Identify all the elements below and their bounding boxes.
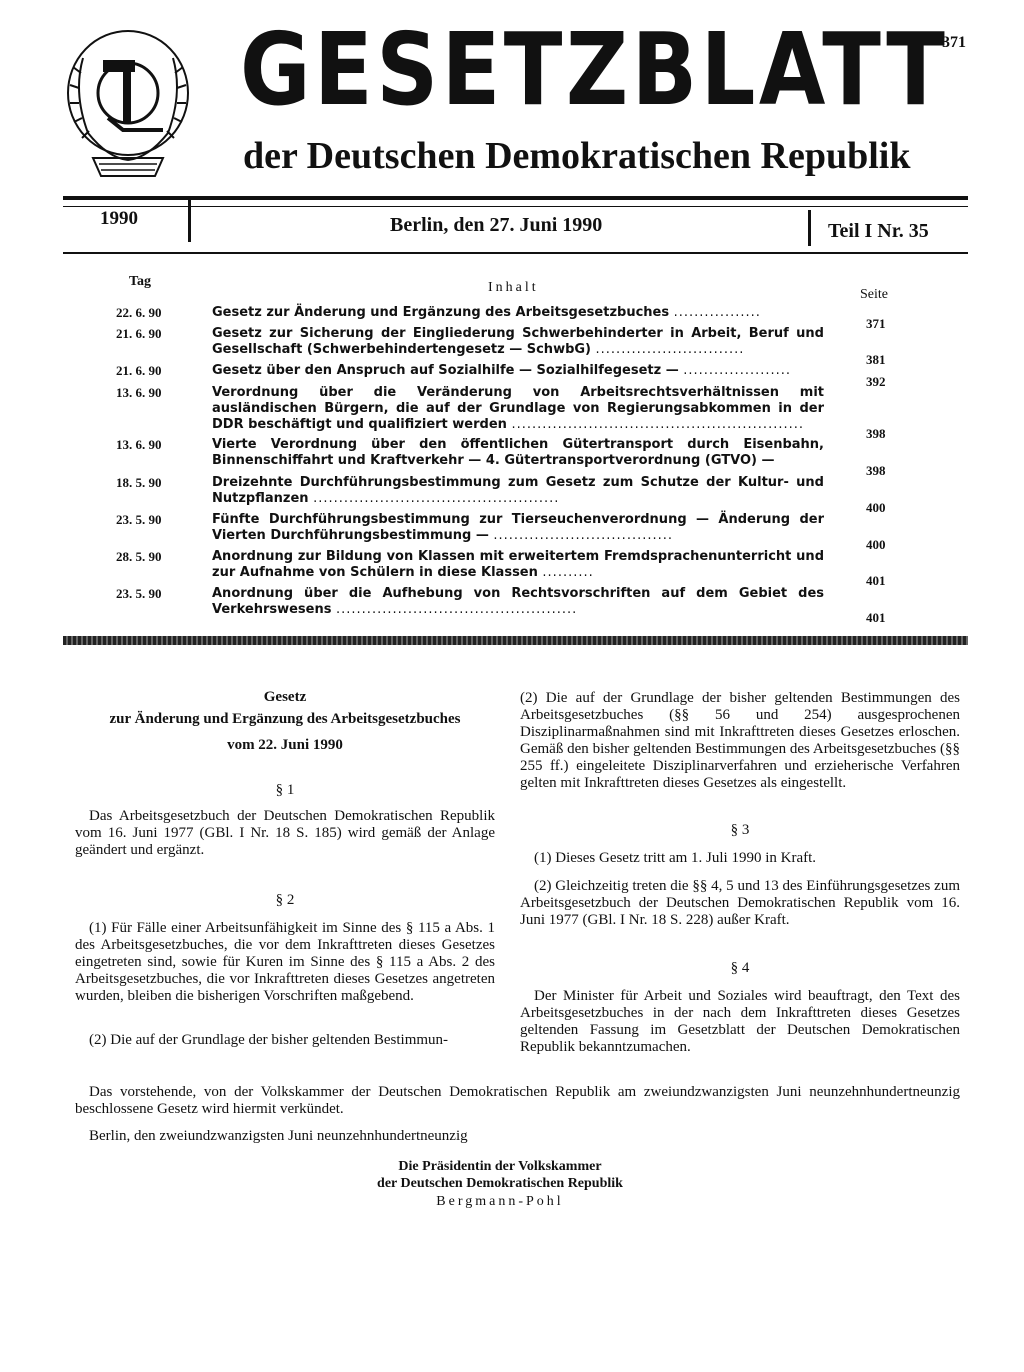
toc-date: 23. 5. 90 <box>116 586 162 601</box>
toc-column-page: Seite <box>860 287 888 302</box>
section-2-paragraph-2 <box>520 690 960 792</box>
issue-number: Teil I Nr. 35 <box>828 220 929 242</box>
toc-page: 371 <box>866 316 886 331</box>
toc-title[interactable]: Vierte Verordnung über den öffentlichen Gütertransport durch Eisenbahn, Binnenschiffahrt und Kraftverkehr — 4. Gütertransportverordnung (GTVO) — <box>212 437 824 468</box>
toc-title[interactable]: Fünfte Durchführungsbestimmung zur Tierseuchenverordnung — Änderung der Vierten Durchführungsbestimmung — ................................... <box>212 512 824 543</box>
section-1-text: Das Arbeitsgesetzbuch der Deutschen Demokratischen Republik vom 16. Juni 1977 (GBl. I Nr. 18 S. 185) wird gemäß der Anlage geändert und ergänzt. <box>75 808 495 858</box>
toc-page: 398 <box>866 426 886 441</box>
toc-page: 401 <box>866 573 886 588</box>
section-3-paragraph-2: (2) Gleichzeitig treten die §§ 4, 5 und 13 des Einführungsgesetzes zum Arbeitsgesetzbuch der Deutschen Demokratischen Republik vom 16. Juni 1977 (GBl. I Nr. 18 S. 228) außer Kraft. <box>520 878 960 928</box>
issue-date: Berlin, den 27. Juni 1990 <box>390 214 603 236</box>
law-title-line3: vom 22. Juni 1990 <box>227 737 343 753</box>
section-4-heading: § 4 <box>730 960 750 976</box>
header-rule-thin <box>63 206 968 207</box>
toc-title[interactable]: Anordnung zur Bildung von Klassen mit erweitertem Fremdsprachenunterricht und zur Aufnahme von Schülern in diese Klassen .......... <box>212 549 824 580</box>
toc-page: 401 <box>866 610 886 625</box>
signatory-title-line2: der Deutschen Demokratischen Republik <box>377 1176 623 1191</box>
toc-page: 398 <box>866 463 886 478</box>
signatory-name: Bergmann-Pohl <box>436 1194 564 1209</box>
header-divider-right <box>808 210 811 246</box>
toc-date: 13. 6. 90 <box>116 385 162 400</box>
header-rule-bottom <box>63 252 968 254</box>
section-2-paragraph-2-text: (2) Die auf der Grundlage der bisher geltenden Bestimmungen des Arbeitsgesetzbuches (§§ 56 und 254) ausgesprochenen Disziplinarmaßnahmen sind mit Inkrafttreten dieses Gesetzes erloschen. Gemäß den bisher geltenden Bestimmungen des Arbeitsgesetzbuches (§§ 255 ff.) eingeleitete Disziplinarverfahren und erzieherische Verfahren gelten mit Inkrafttreten dieses Gesetzes als eingestellt. <box>520 690 960 791</box>
law-title-line1: Gesetz <box>263 689 307 705</box>
gdr-state-emblem-icon <box>63 18 193 178</box>
toc-page: 381 <box>866 352 886 367</box>
toc-title[interactable]: Dreizehnte Durchführungsbestimmung zum Gesetz zum Schutze der Kultur- und Nutzpflanzen ................................................ <box>212 475 824 506</box>
toc-page: 392 <box>866 374 886 389</box>
section-2-heading: § 2 <box>275 892 295 908</box>
section-4-text: Der Minister für Arbeit und Soziales wird beauftragt, den Text des Arbeitsgesetzbuches in der nach dem Inkrafttreten dieses Gesetzes geltenden Fassung im Gesetzblatt der Deutschen Demokratischen Republik bekanntzumachen. <box>520 988 960 1055</box>
toc-date: 18. 5. 90 <box>116 475 162 490</box>
toc-date: 21. 6. 90 <box>116 326 162 341</box>
toc-title[interactable]: Gesetz zur Änderung und Ergänzung des Arbeitsgesetzbuches ................. <box>212 305 761 320</box>
toc-date: 13. 6. 90 <box>116 437 162 452</box>
page-number: 371 <box>942 34 966 51</box>
masthead-title: GESETZBLATT <box>240 11 949 128</box>
issue-year: 1990 <box>100 208 138 229</box>
section-2-paragraph-2-start: (2) Die auf der Grundlage der bisher geltenden Bestimmun- <box>89 1032 449 1048</box>
promulgation-place-date: Berlin, den zweiundzwanzigsten Juni neunzehnhundertneunzig <box>89 1128 468 1144</box>
header-rule-top <box>63 196 968 200</box>
toc-title[interactable]: Gesetz über den Anspruch auf Sozialhilfe — Sozialhilfegesetz — ..................... <box>212 363 792 378</box>
law-title-line2: zur Änderung und Ergänzung des Arbeitsgesetzbuches <box>109 711 461 727</box>
section-2-paragraph-1: (1) Für Fälle einer Arbeitsunfähigkeit im Sinne des § 115 a Abs. 1 des Arbeitsgesetzbuches, die vor dem Inkrafttreten dieses Gesetzes eingetreten sind, sowie für Kuren im Sinne des § 115 a Abs. 2 des Arbeitsgesetzbuches, die vor Inkrafttreten dieses Gesetzes angetreten wurden, bleiben die bisherigen Vorschriften maßgebend. <box>75 920 495 1004</box>
toc-title[interactable]: Verordnung über die Veränderung von Arbeitsrechtsverhältnissen mit ausländischen Bürgern, die auf der Grundlage von Regierungsabkommen in der DDR beschäftigt und qualifiziert werden ......................................................... <box>212 385 824 432</box>
signatory-title-line1: Die Präsidentin der Volkskammer <box>398 1159 602 1174</box>
promulgation-text: Das vorstehende, von der Volkskammer der Deutschen Demokratischen Republik am zweiundzwanzigsten Juni neunzehnhundertneunzig beschlossene Gesetz wird hiermit verkündet. <box>75 1084 960 1117</box>
toc-date: 22. 6. 90 <box>116 305 162 320</box>
toc-page: 400 <box>866 500 886 515</box>
section-3-heading: § 3 <box>730 822 750 838</box>
header-divider-left <box>188 198 191 242</box>
toc-title[interactable]: Gesetz zur Sicherung der Eingliederung Schwerbehinderter in Arbeit, Beruf und Gesellschaft (Schwerbehindertengesetz — SchwbG) ............................. <box>212 326 824 357</box>
toc-date: 23. 5. 90 <box>116 512 162 527</box>
section-separator <box>63 636 968 645</box>
masthead-subtitle: der Deutschen Demokratischen Republik <box>243 135 911 177</box>
toc-column-contents: Inhalt <box>488 280 539 295</box>
toc-date: 21. 6. 90 <box>116 363 162 378</box>
toc-date: 28. 5. 90 <box>116 549 162 564</box>
section-1-heading: § 1 <box>275 782 295 798</box>
toc-page: 400 <box>866 537 886 552</box>
toc-column-date: Tag <box>129 274 152 289</box>
section-3-paragraph-1: (1) Dieses Gesetz tritt am 1. Juli 1990 in Kraft. <box>534 850 817 866</box>
toc-title[interactable]: Anordnung über die Aufhebung von Rechtsvorschriften auf dem Gebiet des Verkehrswesens ............................................... <box>212 586 824 617</box>
